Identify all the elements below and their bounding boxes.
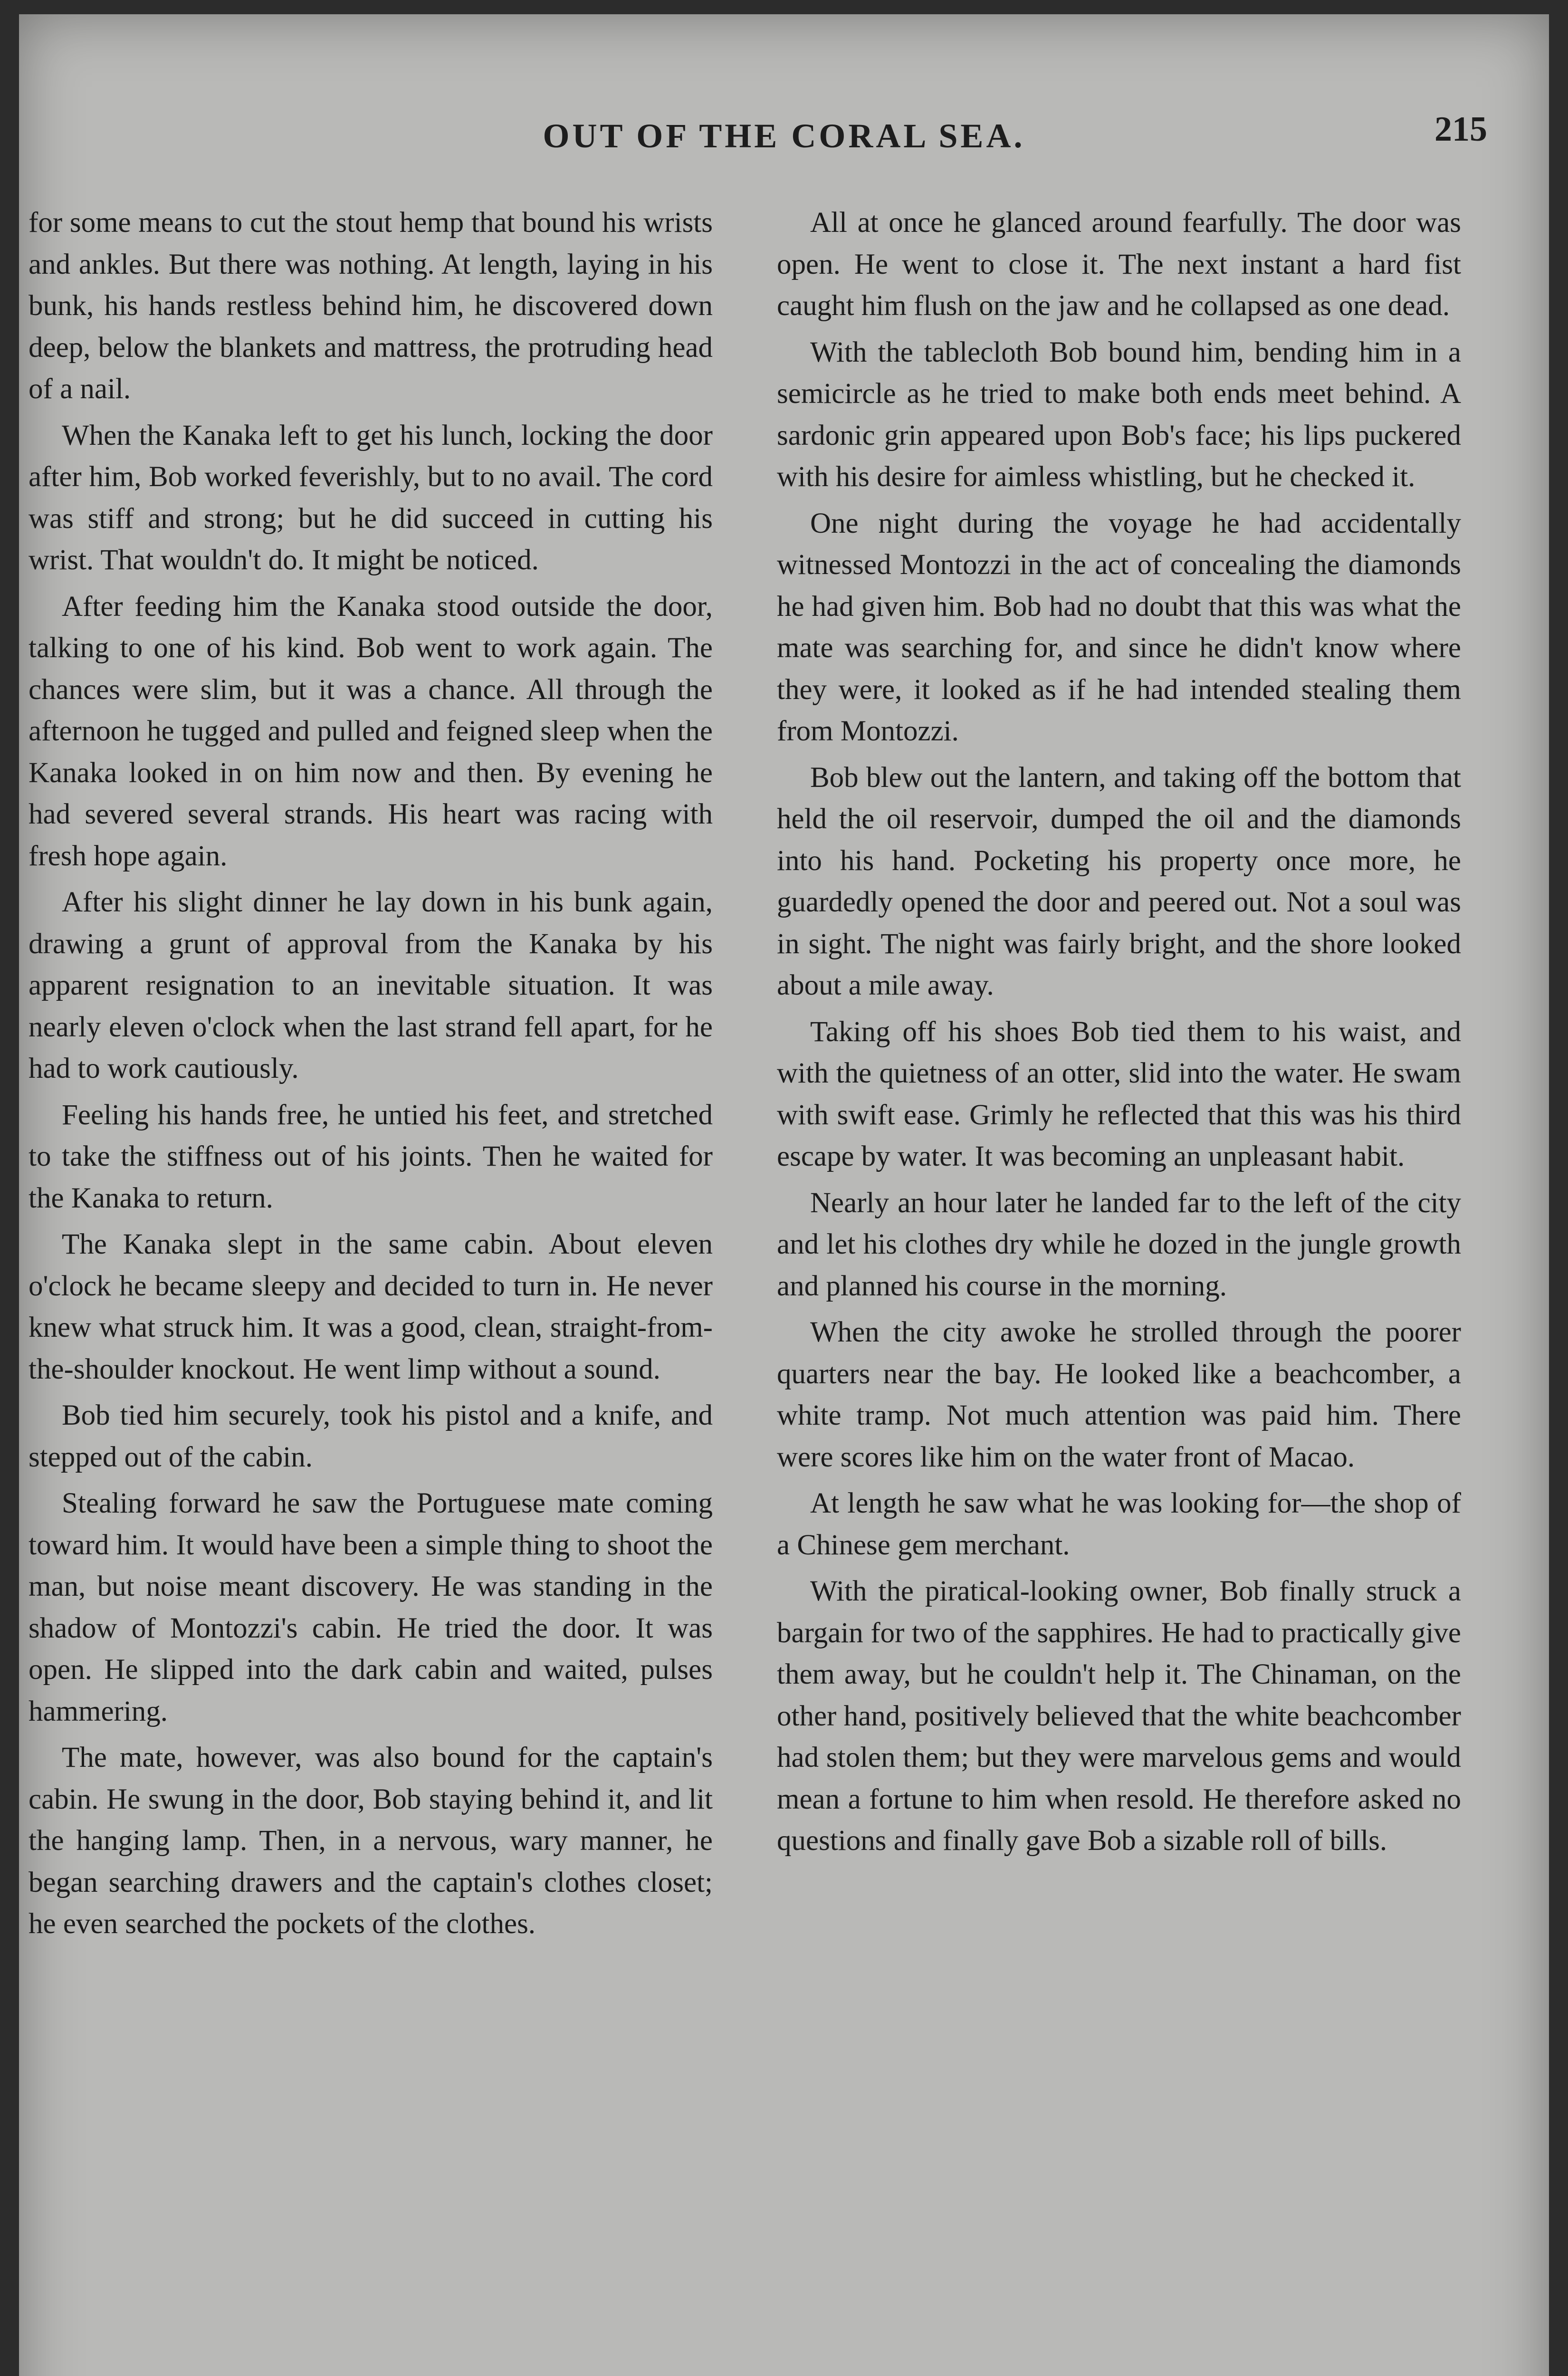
paragraph: After his slight dinner he lay down in his bunk again, drawing a grunt of approval from the Kanaka by his apparent resignation to an inevitable situation. It was nearly eleven o'clock when the last strand fell apart, for he had to work cautiously.: [29, 886, 713, 1084]
paragraph: One night during the voyage he had accidentally witnessed Montozzi in the act of concealing the diamonds he had given him. Bob had no doubt that this was what the mate was searching for, and since he didn't know where they were, it looked as if he had intended stealing them from Montozzi.: [777, 507, 1461, 747]
paragraph: Stealing forward he saw the Portuguese mate coming toward him. It would have been a simple thing to shoot the man, but noise meant discovery. He was standing in the shadow of Montozzi's cabin. He tried the door. It was open. He slipped into the dark cabin and waited, pulses hammering.: [29, 1487, 713, 1727]
paragraph: Nearly an hour later he landed far to the left of the city and let his clothes dry while he dozed in the jungle growth and planned his course in the morning.: [777, 1187, 1461, 1302]
paragraph: Bob tied him securely, took his pistol and a knife, and stepped out of the cabin.: [29, 1399, 713, 1473]
right-column: [777, 202, 1461, 1867]
book-page: [19, 14, 1549, 2376]
paragraph: At length he saw what he was looking for—the shop of a Chinese gem merchant.: [777, 1487, 1461, 1561]
running-title: OUT OF THE CORAL SEA.: [543, 117, 1025, 155]
paragraph: When the Kanaka left to get his lunch, locking the door after him, Bob worked feverishly, but to no avail. The cord was stiff and strong; but he did succeed in cutting his wrist. That wouldn't do. It might be noticed.: [29, 419, 713, 576]
paragraph: When the city awoke he strolled through the poorer quarters near the bay. He looked like a beachcomber, a white tramp. Not much attention was paid him. There were scores like him on the water front of Macao.: [777, 1316, 1461, 1473]
paragraph: The Kanaka slept in the same cabin. About eleven o'clock he became sleepy and decided to turn in. He never knew what struck him. It was a good, clean, straight-from-the-shoulder knockout. He went limp without a sound.: [29, 1228, 713, 1385]
paragraph: After feeding him the Kanaka stood outside the door, talking to one of his kind. Bob went to work again. The chances were slim, but it was a chance. All through the afternoon he tugged and pulled and feigned sleep when the Kanaka looked in on him now and then. By evening he had severed several strands. His heart was racing with fresh hope again.: [29, 590, 713, 872]
paragraph: Taking off his shoes Bob tied them to his waist, and with the quietness of an otter, slid into the water. He swam with swift ease. Grimly he reflected that this was his third escape by water. It was becoming an unpleasant habit.: [777, 1016, 1461, 1172]
paragraph: Feeling his hands free, he untied his feet, and stretched to take the stiffness out of his joints. Then he waited for the Kanaka to return.: [29, 1099, 713, 1214]
paragraph: With the tablecloth Bob bound him, bending him in a semicircle as he tried to make both ends meet behind. A sardonic grin appeared upon Bob's face; his lips puckered with his desire for aimless whistling, but he checked it.: [777, 336, 1461, 493]
paragraph: All at once he glanced around fearfully. The door was open. He went to close it. The next instant a hard fist caught him flush on the jaw and he collapsed as one dead.: [777, 207, 1461, 322]
paragraph: The mate, however, was also bound for the captain's cabin. He swung in the door, Bob staying behind it, and lit the hanging lamp. Then, in a nervous, wary manner, he began searching drawers and the captain's clothes closet; he even searched the pockets of the clothes.: [29, 1742, 713, 1940]
paragraph: With the piratical-looking owner, Bob finally struck a bargain for two of the sapphires. He had to practically give them away, but he couldn't help it. The Chinaman, on the other hand, positively believed that the white beachcomber had stolen them; but they were marvelous gems and would mean a fortune to him when resold. He therefore asked no questions and finally gave Bob a sizable roll of bills.: [777, 1575, 1461, 1857]
paragraph: for some means to cut the stout hemp that bound his wrists and ankles. But there was nothing. At length, laying in his bunk, his hands restless behind him, he discovered down deep, below the blankets and mattress, the protruding head of a nail.: [29, 207, 713, 405]
page-number: 215: [1434, 110, 1487, 149]
left-column: [29, 202, 713, 1950]
paragraph: Bob blew out the lantern, and taking off the bottom that held the oil reservoir, dumped the oil and the diamonds into his hand. Pocketing his property once more, he guardedly opened the door and peered out. Not a soul was in sight. The night was fairly bright, and the shore looked about a mile away.: [777, 761, 1461, 1001]
